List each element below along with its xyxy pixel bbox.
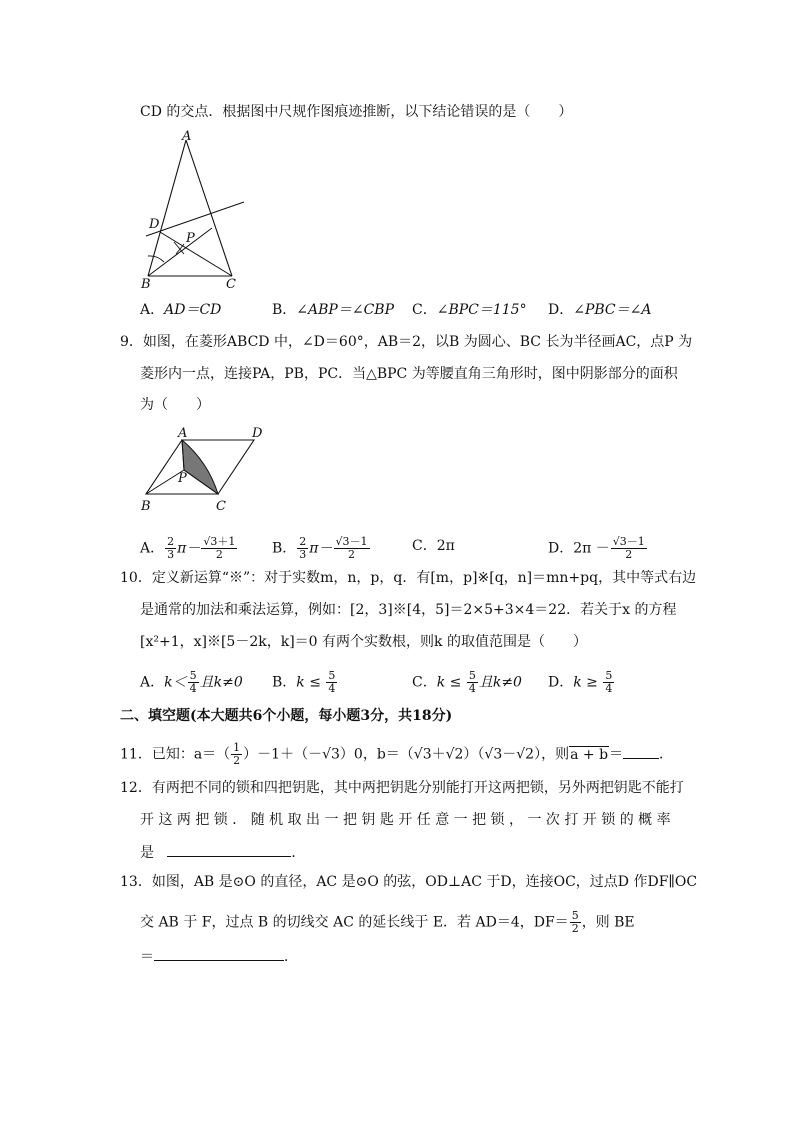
section-heading: 二、填空题(本大题共6个小题，每小题3分，共18分) bbox=[120, 708, 453, 724]
q12-stem-line1: 12．有两把不同的锁和四把钥匙，其中两把钥匙分别能打开这两把锁，另外两把钥匙不能打 bbox=[120, 780, 684, 796]
q8-label-a: A bbox=[182, 130, 192, 144]
q9-stem-line2: 菱形内一点，连接PA，PB，PC．当△BPC 为等腰直角三角形时，图中阴影部分的面积 bbox=[140, 366, 678, 382]
q8-option-c[interactable]: C．∠BPC＝115° bbox=[412, 302, 527, 318]
q12-answer-blank[interactable] bbox=[167, 842, 291, 857]
q10-stem-line2: 是通常的加法和乘法运算，例如：[2，3]※[4，5]＝2×5+3×4＝22．若关于x 的方程 bbox=[140, 602, 677, 618]
q8-label-d: D bbox=[149, 217, 160, 232]
q13-stem-line2: 交 AB 于 F，过点 B 的切线交 AC 的延长线于 E．若 AD＝4，DF＝ $\frac{5}{2}$ ，则 BE bbox=[140, 909, 635, 935]
q11-answer-blank[interactable] bbox=[623, 744, 659, 759]
q9-label-c: C bbox=[216, 499, 226, 514]
q8-label-p: P bbox=[186, 231, 195, 246]
q8-option-b[interactable]: B．∠ABP＝∠CBP bbox=[272, 302, 394, 318]
q9-label-p: P bbox=[178, 471, 187, 486]
q9-option-d[interactable]: D．2π － $\frac{√3-1}{2}$ bbox=[548, 535, 645, 561]
q13-stem-line3: ＝ ． bbox=[140, 946, 298, 967]
q9-stem-line3: 为（ ） bbox=[140, 397, 210, 413]
q8-stem-line: CD 的交点．根据图中尺规作图痕迹推断，以下结论错误的是（ ） bbox=[140, 104, 573, 120]
q13-stem-line1: 13．如图，AB 是⊙O 的直径，AC 是⊙O 的弦，OD⊥AC 于D，连接OC，过点D 作DF∥OC bbox=[120, 874, 698, 890]
q8-option-d[interactable]: D．∠PBC＝∠A bbox=[548, 302, 652, 318]
q9-label-a: A bbox=[178, 426, 188, 441]
q8-label-c: C bbox=[226, 277, 236, 292]
q9-stem-line1: 9．如图，在菱形ABCD 中，∠D＝60°，AB＝2，以B 为圆心、BC 长为半径画AC，点P 为 bbox=[120, 334, 693, 350]
q12-stem-line2: 开 这 两 把 锁 ． 随 机 取 出 一 把 钥 匙 开 任 意 一 把 锁 ， 一 次 打 开 锁 的 概 率 bbox=[140, 812, 671, 828]
q9-option-b[interactable]: B． $\frac{2}{3}$ π－ $\frac{√3-1}{2}$ bbox=[272, 535, 368, 561]
q9-label-d: D bbox=[252, 426, 263, 441]
q10-stem-line3: [x²+1，x]※[5－2k，k]＝0 有两个实数根，则k 的取值范围是（ ） bbox=[140, 634, 587, 650]
q10-option-d[interactable]: D．k ≥ $\frac{5}{4}$ bbox=[548, 669, 613, 695]
q8-option-a[interactable]: A．AD＝CD bbox=[140, 302, 222, 318]
q8-triangle-figure bbox=[138, 130, 250, 292]
q9-label-b: B bbox=[141, 499, 151, 514]
q10-option-b[interactable]: B．k ≤ $\frac{5}{4}$ bbox=[272, 669, 336, 695]
q9-option-a[interactable]: A． $\frac{2}{3}$ π－ $\frac{√3+1}{2}$ bbox=[140, 535, 236, 561]
q11-stem: 11．已知：a＝（ $\frac{1}{2}$ ）－1＋（－√3）0，b＝（√3＋√2）（√3－√2），则a + b＝ ． bbox=[120, 741, 674, 767]
q10-option-a[interactable]: A．k＜ $\frac{5}{4}$ 且k≠0 bbox=[140, 669, 243, 695]
q10-stem-line1: 10．定义新运算“※”：对于实数m，n，p，q．有[m，p]※[q，n]＝mn+pq，其中等式右边 bbox=[120, 570, 697, 586]
q12-stem-line3: 是 ． bbox=[140, 842, 305, 863]
q13-answer-blank[interactable] bbox=[154, 946, 284, 961]
q8-label-b: B bbox=[141, 277, 151, 292]
q9-option-c[interactable]: C．2π bbox=[412, 538, 455, 554]
q9-rhombus-figure bbox=[138, 422, 278, 516]
q10-option-c[interactable]: C．k ≤ $\frac{5}{4}$ 且k≠0 bbox=[412, 669, 522, 695]
